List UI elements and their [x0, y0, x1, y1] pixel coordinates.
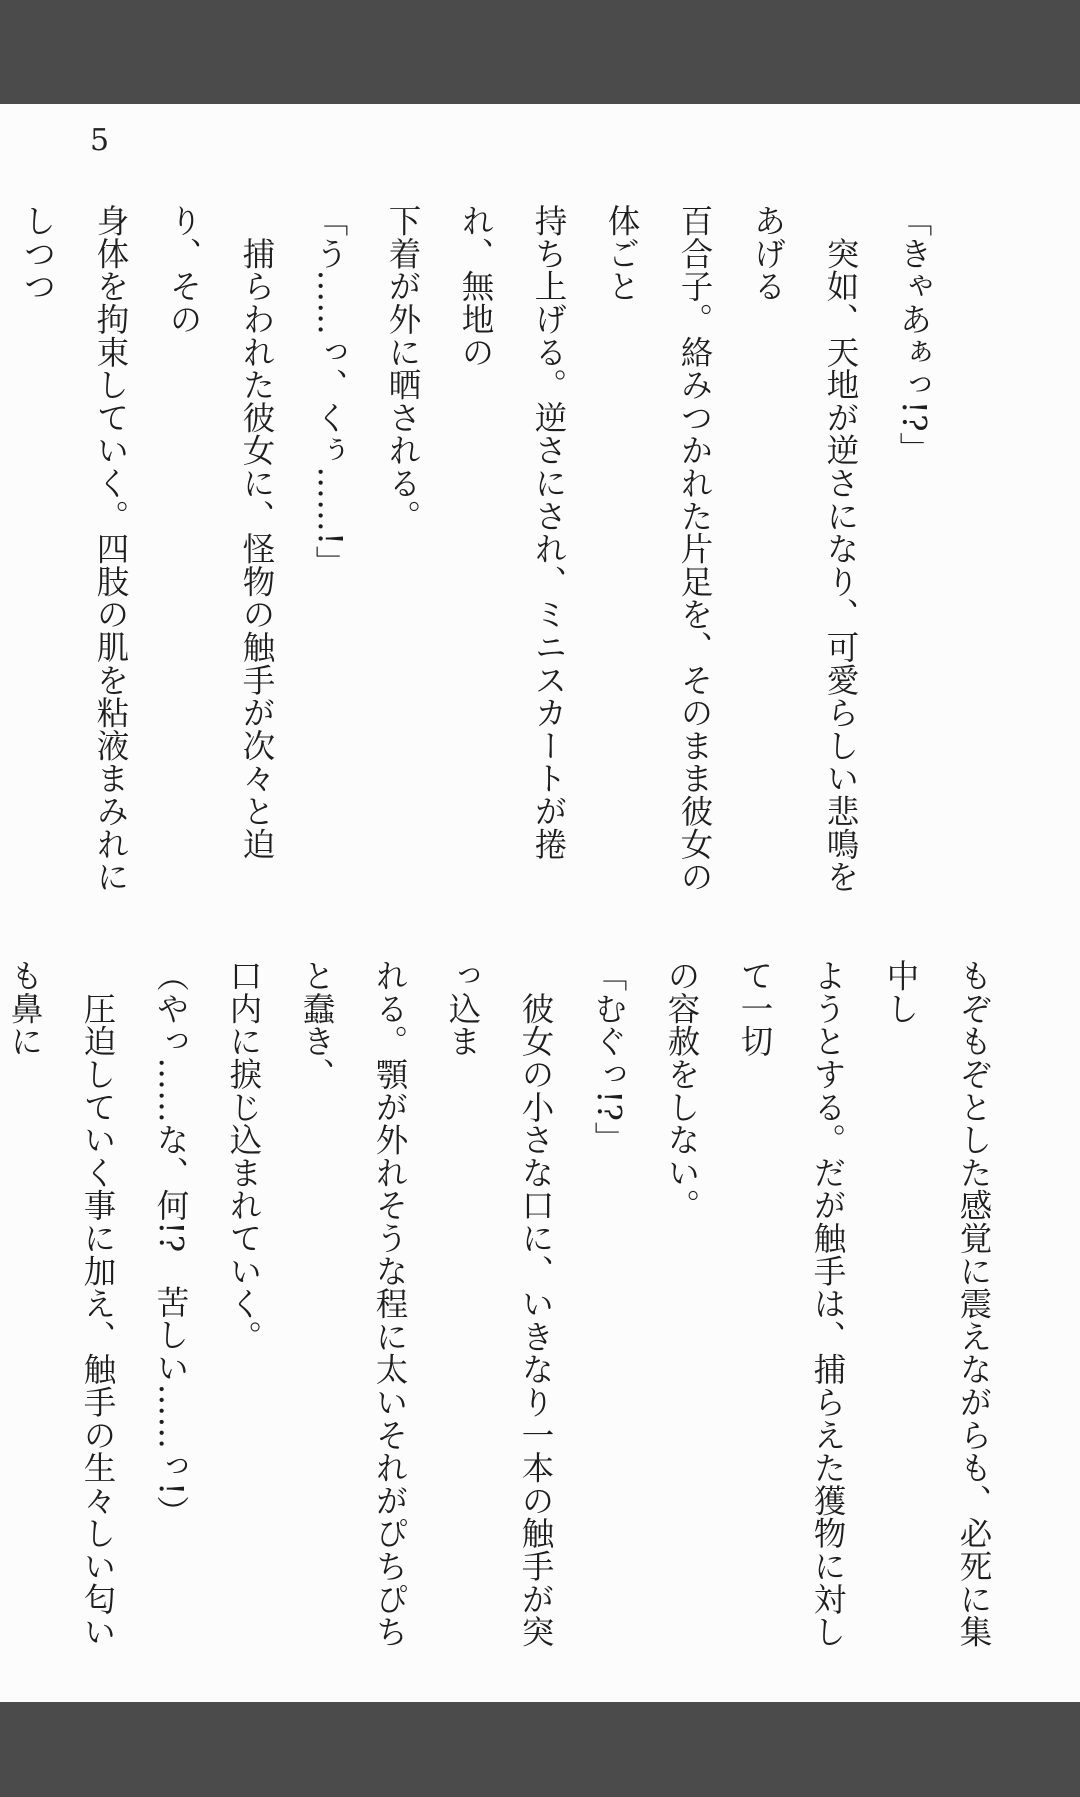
text-line: 「きゃあぁっ!?」 [895, 204, 933, 465]
text-line: 下着が外に晒される。 [384, 204, 422, 532]
text-line: 突如、天地が逆さになり、可愛らしい悲鳴をあげる [749, 204, 860, 893]
text-line: 彼女の小さな口に、いきなり一本の触手が突っ込ま [444, 959, 555, 1648]
text-line: れる。顎が外れそうな程に太いそれがぴちぴちと蠢き、 [298, 959, 409, 1648]
text-line: ようとする。だが触手は、捕らえた獲物に対して一切 [736, 959, 847, 1648]
text-line: 捕らわれた彼女に、怪物の触手が次々と迫り、その [165, 204, 276, 860]
text-line: の容赦をしない。 [663, 959, 701, 1222]
page-number: 5 [90, 123, 110, 158]
text-line: 「う……っ、くぅ……!」 [311, 204, 349, 579]
bottom-bar [0, 1702, 1080, 1797]
book-page [0, 104, 1080, 1702]
text-line: 百合子。絡みつかれた片足を、そのまま彼女の体ごと [603, 204, 714, 893]
text-line: 身体を拘束していく。四肢の肌を粘液まみれにしつつ [19, 204, 130, 893]
text-block-top [19, 204, 950, 904]
text-line: 圧迫していく事に加え、触手の生々しい匂いも鼻に [6, 959, 117, 1648]
text-line: 口内に捩じ込まれていく。 [225, 959, 263, 1353]
text-line [0, 204, 1, 904]
text-line: 持ち上げる。逆さにされ、ミニスカートが捲れ、無地の [457, 204, 568, 860]
text-line: もぞもぞとした感覚に震えながらも、必死に集中し [882, 959, 993, 1648]
text-line: （やっ……な、何!? 苦しい……っ!） [152, 959, 190, 1529]
text-line: 「むぐっ!?」 [590, 959, 628, 1155]
text-block-bottom [6, 959, 1010, 1659]
top-bar [0, 0, 1080, 104]
